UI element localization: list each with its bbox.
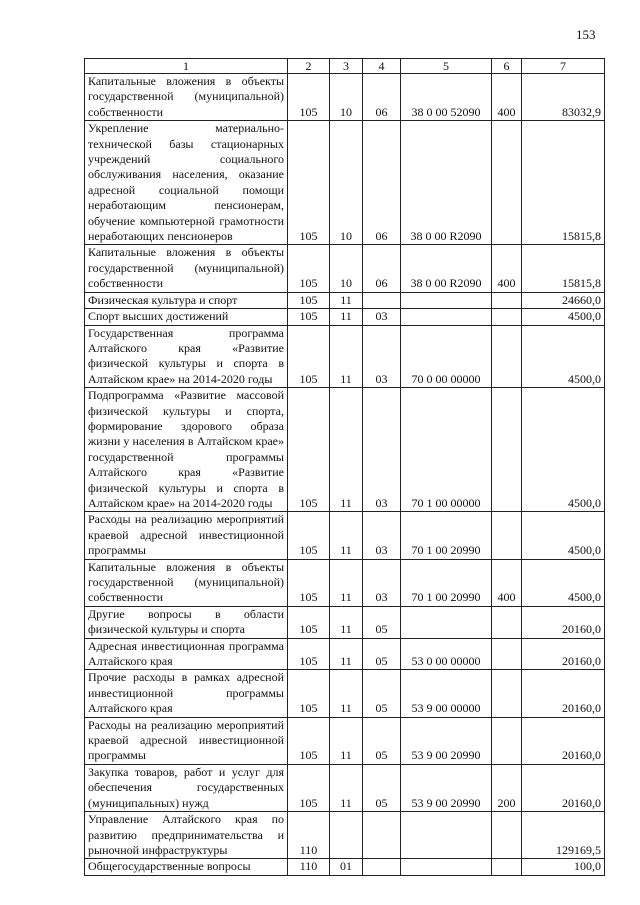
cell-col-3: [330, 812, 363, 859]
cell-col-2: 105: [288, 74, 330, 121]
row-description: Другие вопросы в области физической культуры и спорта: [85, 606, 288, 638]
cell-col-7: 20160,0: [522, 638, 605, 670]
table-row: [85, 325, 605, 388]
cell-col-6: [492, 121, 522, 245]
cell-col-3: 11: [330, 717, 363, 764]
table-row: [85, 717, 605, 764]
row-description: Подпрограмма «Развитие массовой физической культуры и спорта, формирование здорового образа жизни у населения в Алтайском крае» государственной программы Алтайского края «Развитие физической культуры и спорта в Алтайском крае» на 2014-2020 годы: [85, 388, 288, 512]
cell-col-7: 24660,0: [522, 292, 605, 308]
row-description: Управление Алтайского края по развитию предпринимательства и рыночной инфраструктуры: [85, 812, 288, 859]
cell-col-6: [492, 309, 522, 325]
cell-col-3: 11: [330, 670, 363, 717]
cell-col-7: 4500,0: [522, 309, 605, 325]
cell-col-4: 03: [363, 559, 401, 606]
cell-col-7: 20160,0: [522, 717, 605, 764]
cell-col-3: 11: [330, 559, 363, 606]
cell-col-3: 11: [330, 638, 363, 670]
cell-col-6: [492, 292, 522, 308]
cell-col-4: 05: [363, 638, 401, 670]
cell-col-2: 105: [288, 559, 330, 606]
cell-col-4: 03: [363, 309, 401, 325]
cell-col-4: 06: [363, 245, 401, 292]
cell-col-2: 105: [288, 245, 330, 292]
cell-col-7: 4500,0: [522, 388, 605, 512]
cell-col-7: 15815,8: [522, 121, 605, 245]
column-header-2: 2: [288, 59, 330, 74]
cell-col-5: 53 9 00 20990: [401, 717, 492, 764]
cell-col-6: [492, 859, 522, 875]
cell-col-7: 129169,5: [522, 812, 605, 859]
cell-col-5: 70 1 00 20990: [401, 512, 492, 559]
cell-col-2: 105: [288, 670, 330, 717]
row-description: Укрепление материально-технической базы стационарных учреждений социального обслуживания населения, оказание адресной социальной помощи неработающим пенсионерам, обучение компьютерной грамотности неработающих пенсионеров: [85, 121, 288, 245]
cell-col-5: 38 0 00 52090: [401, 74, 492, 121]
table-row: [85, 559, 605, 606]
cell-col-2: 110: [288, 812, 330, 859]
column-header-5: 5: [401, 59, 492, 74]
cell-col-3: 11: [330, 606, 363, 638]
row-description: Адресная инвестиционная программа Алтайского края: [85, 638, 288, 670]
cell-col-7: 83032,9: [522, 74, 605, 121]
cell-col-4: 05: [363, 764, 401, 811]
column-header-3: 3: [330, 59, 363, 74]
cell-col-5: [401, 859, 492, 875]
cell-col-7: 20160,0: [522, 606, 605, 638]
table-row: [85, 764, 605, 811]
cell-col-5: [401, 292, 492, 308]
cell-col-4: 03: [363, 325, 401, 388]
cell-col-3: 10: [330, 74, 363, 121]
cell-col-2: 105: [288, 764, 330, 811]
cell-col-5: 53 0 00 00000: [401, 638, 492, 670]
cell-col-3: 11: [330, 292, 363, 308]
page-number: 153: [576, 27, 596, 42]
row-description: Расходы на реализацию мероприятий краевой адресной инвестиционной программы: [85, 717, 288, 764]
cell-col-6: [492, 670, 522, 717]
cell-col-4: 03: [363, 388, 401, 512]
cell-col-3: 10: [330, 121, 363, 245]
cell-col-2: 105: [288, 121, 330, 245]
cell-col-3: 11: [330, 388, 363, 512]
column-header-4: 4: [363, 59, 401, 74]
cell-col-2: 105: [288, 292, 330, 308]
cell-col-4: [363, 292, 401, 308]
cell-col-6: [492, 717, 522, 764]
cell-col-7: 100,0: [522, 859, 605, 875]
cell-col-6: 400: [492, 74, 522, 121]
cell-col-6: 400: [492, 559, 522, 606]
cell-col-2: 105: [288, 309, 330, 325]
cell-col-5: 53 9 00 00000: [401, 670, 492, 717]
cell-col-7: 4500,0: [522, 325, 605, 388]
cell-col-6: 400: [492, 245, 522, 292]
cell-col-3: 01: [330, 859, 363, 875]
column-header-1: 1: [85, 59, 288, 74]
cell-col-4: 03: [363, 512, 401, 559]
cell-col-6: [492, 512, 522, 559]
cell-col-7: 4500,0: [522, 559, 605, 606]
table-header: [85, 59, 605, 74]
table-row: [85, 638, 605, 670]
cell-col-6: [492, 638, 522, 670]
cell-col-7: 20160,0: [522, 670, 605, 717]
cell-col-6: [492, 325, 522, 388]
cell-col-5: 38 0 00 R2090: [401, 121, 492, 245]
row-description: Капитальные вложения в объекты государственной (муниципальной) собственности: [85, 245, 288, 292]
cell-col-5: [401, 309, 492, 325]
row-description: Расходы на реализацию мероприятий краевой адресной инвестиционной программы: [85, 512, 288, 559]
cell-col-4: 06: [363, 121, 401, 245]
cell-col-2: 105: [288, 606, 330, 638]
cell-col-7: 4500,0: [522, 512, 605, 559]
table-body: [85, 74, 605, 876]
cell-col-5: 38 0 00 R2090: [401, 245, 492, 292]
row-description: Государственная программа Алтайского края «Развитие физической культуры и спорта в Алтайском крае» на 2014-2020 годы: [85, 325, 288, 388]
cell-col-3: 10: [330, 245, 363, 292]
table-row: [85, 245, 605, 292]
table-row: [85, 859, 605, 875]
header-row: [85, 59, 605, 74]
row-description: Закупка товаров, работ и услуг для обеспечения государственных (муниципальных) нужд: [85, 764, 288, 811]
cell-col-2: 105: [288, 325, 330, 388]
table-row: [85, 74, 605, 121]
cell-col-6: [492, 388, 522, 512]
cell-col-3: 11: [330, 764, 363, 811]
cell-col-4: [363, 812, 401, 859]
cell-col-5: 70 1 00 00000: [401, 388, 492, 512]
cell-col-4: [363, 859, 401, 875]
row-description: Капитальные вложения в объекты государственной (муниципальной) собственности: [85, 559, 288, 606]
table-row: [85, 121, 605, 245]
cell-col-2: 105: [288, 717, 330, 764]
cell-col-2: 105: [288, 638, 330, 670]
row-description: Капитальные вложения в объекты государственной (муниципальной) собственности: [85, 74, 288, 121]
cell-col-5: [401, 606, 492, 638]
cell-col-5: [401, 812, 492, 859]
cell-col-4: 05: [363, 717, 401, 764]
cell-col-7: 15815,8: [522, 245, 605, 292]
table-row: [85, 812, 605, 859]
budget-table: [84, 58, 605, 876]
cell-col-6: [492, 812, 522, 859]
cell-col-2: 110: [288, 859, 330, 875]
cell-col-5: 70 0 00 00000: [401, 325, 492, 388]
cell-col-5: 70 1 00 20990: [401, 559, 492, 606]
table-row: [85, 512, 605, 559]
cell-col-6: [492, 606, 522, 638]
row-description: Прочие расходы в рамках адресной инвестиционной программы Алтайского края: [85, 670, 288, 717]
cell-col-3: 11: [330, 325, 363, 388]
table-row: [85, 292, 605, 308]
cell-col-6: 200: [492, 764, 522, 811]
table-row: [85, 388, 605, 512]
row-description: Спорт высших достижений: [85, 309, 288, 325]
cell-col-4: 06: [363, 74, 401, 121]
cell-col-2: 105: [288, 388, 330, 512]
cell-col-7: 20160,0: [522, 764, 605, 811]
column-header-6: 6: [492, 59, 522, 74]
table-row: [85, 309, 605, 325]
cell-col-2: 105: [288, 512, 330, 559]
cell-col-3: 11: [330, 512, 363, 559]
cell-col-3: 11: [330, 309, 363, 325]
table-row: [85, 606, 605, 638]
cell-col-4: 05: [363, 670, 401, 717]
cell-col-4: 05: [363, 606, 401, 638]
row-description: Физическая культура и спорт: [85, 292, 288, 308]
column-header-7: 7: [522, 59, 605, 74]
cell-col-5: 53 9 00 20990: [401, 764, 492, 811]
table-row: [85, 670, 605, 717]
row-description: Общегосударственные вопросы: [85, 859, 288, 875]
